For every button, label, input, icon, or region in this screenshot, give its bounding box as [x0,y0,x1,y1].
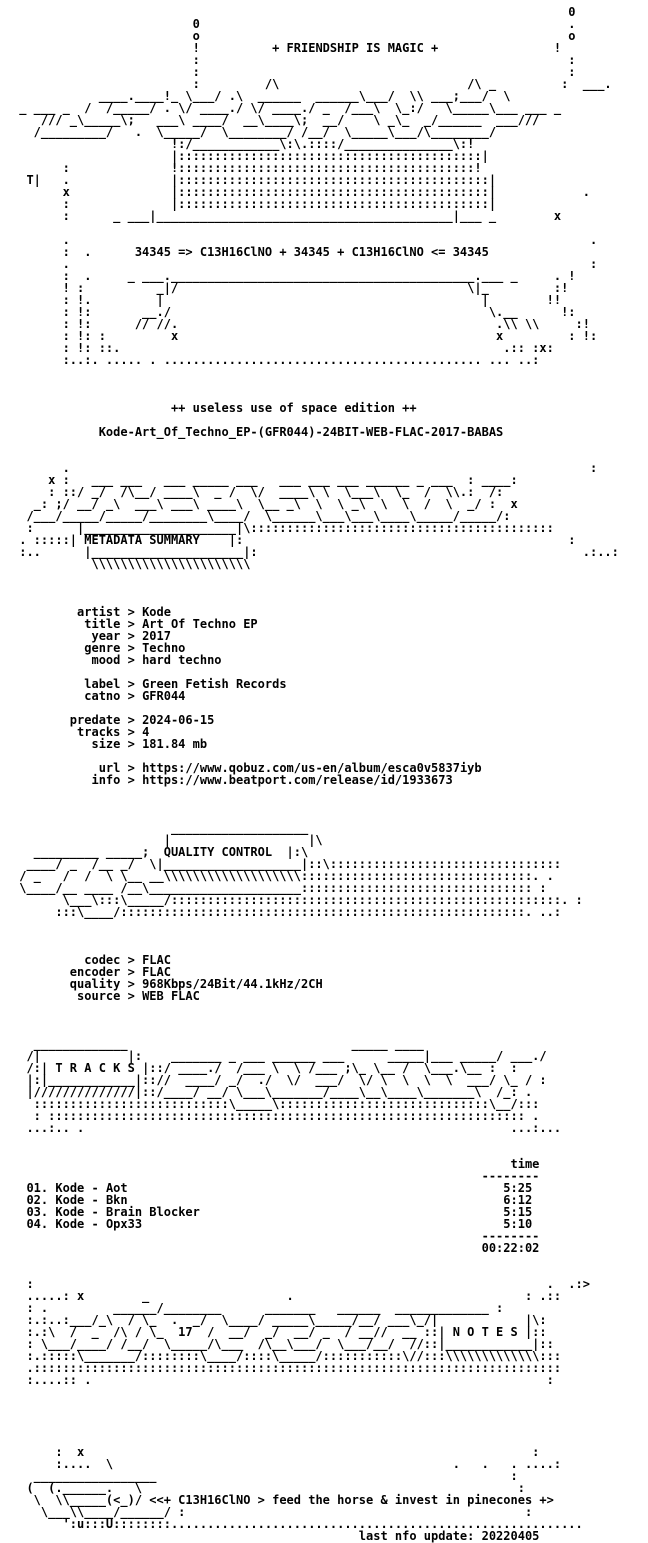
ascii-art-line: \___\\____/______/ : : [12,1505,533,1519]
track-time: 5:10 [474,1217,533,1231]
ascii-art-line [12,786,619,798]
ascii-art-line: ...:.. . ...:... [12,1121,562,1135]
metadata-field-title: title > Art Of Techno EP [69,617,258,631]
ascii-art-line [12,378,619,390]
ascii-art-line: /// _\_____\; ___\ ____/ __\____\; __/ \ _\_ _/______ ___/// [12,113,540,127]
metadata-field-mood: mood > hard techno [69,653,222,667]
ascii-art-line: : ::/ _/ /\__/ ____\ _ / \/ ____\ \ \___\ \_ / \\.: /: [12,485,504,499]
header-title: ! + FRIENDSHIP IS MAGIC + ! [12,41,562,55]
metadata-value: hard techno [142,653,222,667]
metadata-value: 2017 [142,629,171,643]
ascii-art-line: : . .:> [12,1277,590,1291]
notes-section-label: :.:\ / _ /\ / \_ 17 / __/ _/ __/ _ / __// __ ::| N O T E S |:: [12,1325,547,1339]
metadata-key: catno [69,689,121,703]
ascii-art-line: /___/_____/_____/________\____/ \______\___\___\____\_____/_____/: [12,509,511,523]
metadata-key: tracks [69,725,121,739]
ascii-art-line: : . ______/________ _______ ______ _____________ : [12,1301,504,1315]
track-number: 04. [26,1217,49,1231]
ascii-art-line [12,366,619,378]
tracks-section-label: /:| T R A C K S |::/ ____./ /___ \ \ /___ ;\_ \__ / \___.\__ : : [12,1061,518,1075]
ascii-art-line: . . [12,233,598,247]
ascii-art-line: : /\ /\ _ : ___. [12,77,612,91]
ascii-art-line: _____________ _____ ____ [12,1037,424,1051]
track-name: Kode - Brain Blocker [55,1205,475,1219]
quality-label: QUALITY CONTROL [163,845,273,859]
release-name: Kode-Art_Of_Techno_EP-(GFR044)-24BIT-WEB-FLAC-2017-BABAS [98,425,504,439]
track-number: 03. [26,1205,49,1219]
ascii-art-line [12,1254,619,1266]
metadata-key: artist [69,605,121,619]
ascii-art-line [12,930,619,942]
metadata-field-predate: predate > 2024-06-15 [69,713,215,727]
track-time: 5:15 [474,1205,533,1219]
ascii-art-line: .....: x _ . : .:: [12,1289,562,1303]
ascii-art-line: T| . |:::::::::::::::::::::::::::::::::::::::::::| [12,173,497,187]
ascii-art-line: !:/____________\:\.::::/_______________\:! [12,137,475,151]
ascii-art-line: .::::::::::::::::::::::::::::::::::::::::::::::::::::::::::::::::::::::::: [12,1361,562,1375]
ascii-art-line [12,1002,619,1014]
ascii-art-line: : : [12,65,576,79]
ascii-art-line [12,1134,619,1146]
metadata-value: https://www.beatport.com/release/id/1933673 [142,773,453,787]
ascii-art-line: : !: __./ \.__ !: [12,305,576,319]
ascii-art-line: x : ___ ___ ___ _____ ___ ___ ___ ___ ______ _ ___ : ____: [12,473,518,487]
nfo-text [0,6,619,1542]
ascii-art-line [12,1014,619,1026]
metadata-value: Art Of Techno EP [142,617,258,631]
ascii-art-line: 0 [12,5,576,19]
ascii-art-line: : \___/____/ /__/ \_____/\___ /\__\___/ \___/__/ //::|____________|:: [12,1337,554,1351]
metadata-key: info [69,773,121,787]
tracks-total [12,1242,619,1254]
metadata-section-label: . :::::| METADATA SUMMARY |: : [12,533,576,547]
ascii-art-line: /_________/ . \_____/ \________/ /__/ \_____\___/\________/ [12,125,497,139]
metadata-field-url: url > https://www.qobuz.com/us-en/album/esca0v5837iyb [69,761,482,775]
ascii-art-line: : !: : x x : !: [12,329,598,343]
ascii-art-line: ':u:::U::::::::......................................................... [12,1517,583,1531]
ascii-art-line: \____/__ ____ /__\_____________________:::::::::::::::::::::::::::::::: : [12,881,547,895]
quality-field-source: source > WEB FLAC [69,989,200,1003]
ascii-art-line: :.:..:___/_\ / \_ . _/ \____/ _____\_____/__/ ___\_/| |\: [12,1313,547,1327]
ascii-art-line: / _ / / \ \__ __\\\\\\\\\\\\\\\\\\\::::::::::::::::::::::::::::::::. . [12,869,554,883]
ascii-art-line [12,1422,619,1434]
release-name-line [12,426,619,438]
quality-key: codec [69,953,121,967]
metadata-value: Kode [142,605,171,619]
ascii-art-line: ____/ _ /__ _/ \|___________________|::\:::::::::::::::::::::::::::::::: [12,857,562,871]
metadata-field-info: info > https://www.beatport.com/release/id/1933673 [69,773,453,787]
quality-value: 968Kbps/24Bit/44.1kHz/2CH [142,977,323,991]
track-name: Kode - Bkn [55,1193,475,1207]
ascii-art-line: -------- [12,1169,540,1183]
metadata-key: size [69,737,121,751]
ascii-art-line: o o [12,29,576,43]
ascii-art-line [12,438,619,450]
metadata-field-artist: artist > Kode [69,605,171,619]
metadata-key: genre [69,641,121,655]
ascii-art-line [12,1386,619,1398]
ascii-art-line: -------- [12,1229,540,1243]
ascii-art-line: : x : [12,1445,540,1459]
metadata-value: https://www.qobuz.com/us-en/album/esca0v5837iyb [142,761,482,775]
metadata-value: GFR044 [142,689,186,703]
metadata-key: url [69,761,121,775]
metadata-field-tracks: tracks > 4 [69,725,150,739]
ascii-art-line: : :::::::::::::::::::::::::::::::::::::::::::::::::::::::::::::::::: . [12,1109,540,1123]
ascii-art-line: |:|____________|::// ____/ _/ ./ \/ ___/ \/ \ \ \ \ ___/ \_ / : [12,1073,547,1087]
ascii-art-line: |//////////////|::/____/ __/ \___\_______/____\__\____\_______\ /_: . [12,1085,533,1099]
ascii-art-line: ( (.______. \ : [12,1481,525,1495]
ascii-art-line: ____.____!_ \___/ .\ ______ ______\___/ \\ ___;___/ \ [12,89,511,103]
ascii-art-line: :::\____/::::::::::::::::::::::::::::::::::::::::::::::::::::::::. ..: [12,905,562,919]
metadata-key: title [69,617,121,631]
metadata-field-genre: genre > Techno [69,641,186,655]
quality-field-encoder: encoder > FLAC [69,965,171,979]
ascii-art-line: : !. | | !! [12,293,562,307]
metadata-field-year: year > 2017 [69,629,171,643]
ascii-art-line: :.... \ . . . ....: [12,1457,562,1471]
quality-key: source [69,989,121,1003]
ascii-art-line: :..:. ..... . ............................................ ... ..: [12,353,540,367]
edition: ++ useless use of space edition ++ [170,401,417,415]
ascii-art-line: :.:::::\_______/::::::::\____/::::\_____/:::::::::::\//:::\\\\\\\\\\\\\::: [12,1349,562,1363]
notes-message-text: <<+ C13H16ClNO > feed the horse & invest in pinecones +> [149,1493,554,1507]
metadata-key: label [69,677,121,691]
ascii-art-line: : |_____________________|\:::::::::::::::::::::::::::::::::::::::::: [12,521,554,535]
ascii-art-line: : _ ___|_________________________________________|___ _ x [12,209,562,223]
metadata-value: Green Fetish Records [142,677,287,691]
metadata-key: mood [69,653,121,667]
ascii-art-line: | |\ [12,833,323,847]
quality-field-codec: codec > FLAC [69,953,171,967]
quality-section-label: _________ _____; QUALITY CONTROL |:\ [12,845,309,859]
quality-value: FLAC [142,953,171,967]
ascii-art-line: : !:::::::::::::::::::::::::::::::::::::::::! [12,161,482,175]
ascii-art-line: _: ;/ __/ _\ ___\ ___\ ____\ \__ _\ \ \ _\ \ \ / \ _/ : x [12,497,518,511]
notes-message: \ \\_____(<_)/ <<+ C13H16ClNO > feed the horse & invest in pinecones +> [12,1493,554,1507]
quality-value: WEB FLAC [142,989,200,1003]
header-title: + FRIENDSHIP IS MAGIC + [272,41,439,55]
metadata-key: year [69,629,121,643]
ascii-art-line: . : [12,257,598,271]
quality-key: quality [69,977,121,991]
ascii-art-line: ___________________ [12,821,309,835]
ascii-art-line [12,582,619,594]
ascii-art-line [12,1398,619,1410]
quality-key: encoder [69,965,121,979]
formula-line: : . 34345 => C13H16ClNO + 34345 + C13H16ClNO <= 34345 [12,245,489,259]
ascii-art-line: : !: // //. .\\ \\ :! [12,317,590,331]
metadata-value: 2024-06-15 [142,713,215,727]
metadata-value: 181.84 mb [142,737,208,751]
notes-label: N O T E S [452,1325,518,1339]
track-time: 6:12 [474,1193,533,1207]
last-update: last nfo update: 20220405 [358,1529,540,1543]
metadata-label: METADATA SUMMARY [84,533,200,547]
footer-update [12,1530,619,1542]
ascii-art-line: 0 . [12,17,576,31]
ascii-art-line [12,798,619,810]
ascii-art-line [12,1410,619,1422]
track-number: 02. [26,1193,49,1207]
ascii-art-line: _________________ : [12,1469,518,1483]
edition-line [12,402,619,414]
ascii-art-line: :::::::::::::::::::::::::::\_____\:::::::::::::::::::::::::::::\__/::: [12,1097,540,1111]
ascii-art-line: : : [12,53,576,67]
quality-value: FLAC [142,965,171,979]
ascii-art-line: : |:::::::::::::::::::::::::::::::::::::::::::| [12,197,497,211]
ascii-art-line: /| |: _______ _ ___ ______ ___ _____|___ _____/ ___./ [12,1049,547,1063]
track-number: 01. [26,1181,49,1195]
track-name: Kode - Aot [55,1181,475,1195]
ascii-art-line: : . _ ___.__________________________________________.___ _ . ! [12,269,576,283]
metadata-field-label: label > Green Fetish Records [69,677,287,691]
ascii-art-line: :.. |_____________________|: .:..: [12,545,619,559]
formula: 34345 => C13H16ClNO + 34345 + C13H16ClNO <= 34345 [134,245,489,259]
tracks-label: T R A C K S [55,1061,135,1075]
ascii-art-line [12,570,619,582]
ascii-art-line: _ ___ _ / /_____/ . \/ ____./ \/ ____./ _ /___\ \_:/ \_____\___ ___ _ [12,101,562,115]
ascii-art-line: \\\\\\\\\\\\\\\\\\\\\\ [12,557,251,571]
time-header: time [510,1157,540,1171]
track-time: 5:25 [474,1181,533,1195]
tracks-total-time: 00:22:02 [481,1241,540,1255]
ascii-art-line: x |:::::::::::::::::::::::::::::::::::::::::::| . [12,185,590,199]
metadata-field-catno: catno > GFR044 [69,689,186,703]
ascii-art-line: : !: ::. .:: :x: [12,341,554,355]
metadata-value: Techno [142,641,186,655]
metadata-field-size: size > 181.84 mb [69,737,208,751]
ascii-art-line: |::::::::::::::::::::::::::::::::::::::::::| [12,149,489,163]
ascii-art-line: . : [12,461,598,475]
ascii-art-line [12,918,619,930]
metadata-value: 4 [142,725,150,739]
ascii-art-line: :....:: . : [12,1373,554,1387]
track-name: Kode - Opx33 [55,1217,475,1231]
metadata-key: predate [69,713,121,727]
ascii-art-line: ! : _|/ \|_ :! [12,281,569,295]
quality-field-quality: quality > 968Kbps/24Bit/44.1kHz/2CH [69,977,323,991]
ascii-art-line: \___\:::\_____/::::::::::::::::::::::::::::::::::::::::::::::::::::::. : [12,893,583,907]
